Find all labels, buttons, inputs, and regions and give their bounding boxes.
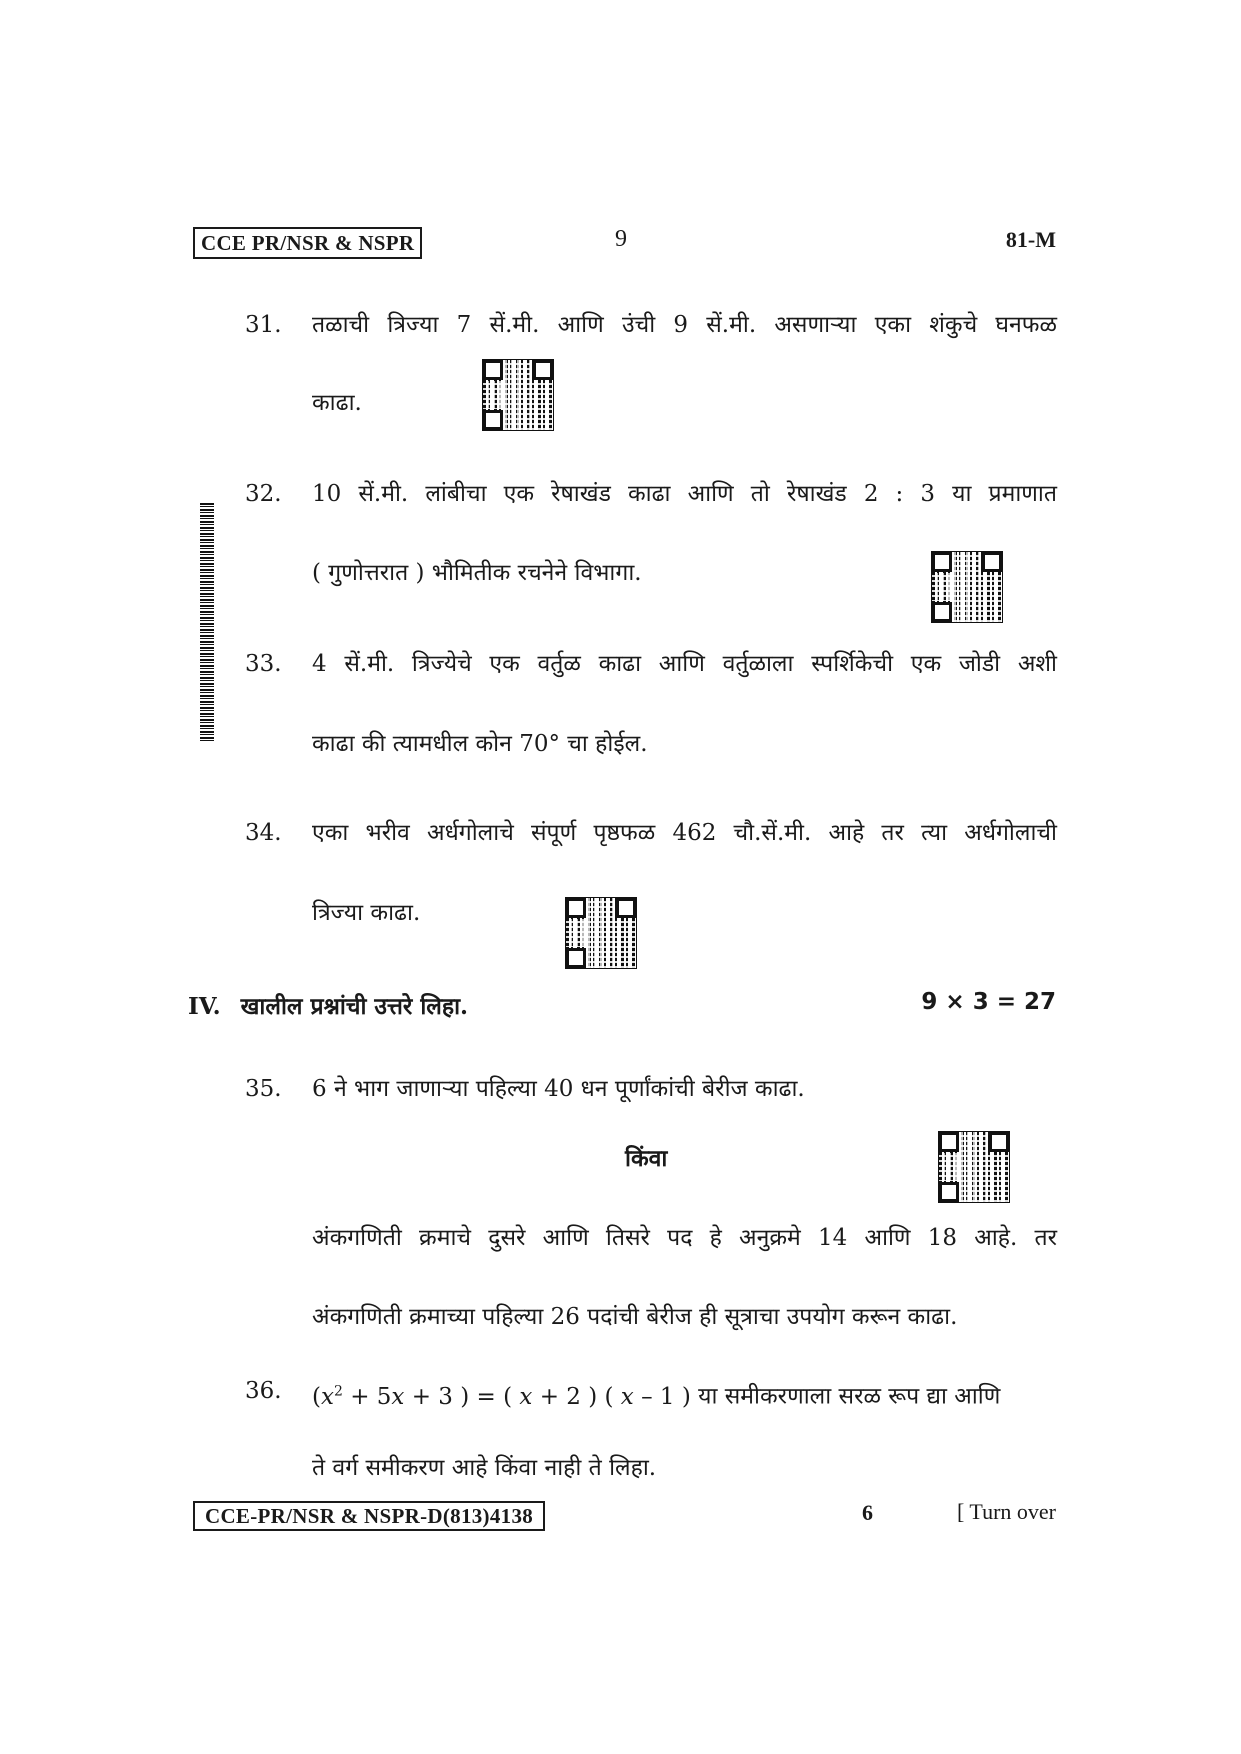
footer-page-number: 6	[862, 1500, 873, 1525]
question-text: एका भरीव अर्धगोलाचे संपूर्ण पृष्ठफळ 462 चौ.सें.मी. आहे तर त्या अर्धगोलाची	[312, 820, 1057, 846]
question-text: काढा.	[312, 390, 362, 416]
question-text: 6 ने भाग जाणाऱ्या पहिल्या 40 धन पूर्णांकांची बेरीज काढा.	[312, 1076, 805, 1102]
header-page-number: 9	[615, 226, 627, 252]
section-heading	[188, 989, 468, 1021]
section-title: खालील प्रश्नांची उत्तरे लिहा.	[240, 993, 469, 1020]
header-paper-code: 81-M	[1005, 227, 1056, 252]
header-exam-code: CCE PR/NSR & NSPR	[193, 227, 422, 259]
question-number: 33.	[245, 651, 282, 677]
qr-code-icon	[932, 552, 1002, 622]
section-label: IV.	[188, 993, 221, 1020]
section-marks: 9 × 3 = 27	[921, 989, 1056, 1015]
question-number: 35.	[245, 1076, 282, 1102]
question-number: 31.	[245, 312, 282, 338]
question-text: काढा की त्यामधील कोन 70° चा होईल.	[312, 731, 648, 757]
qr-code-icon	[483, 360, 553, 430]
question-text: अंकगणिती क्रमाच्या पहिल्या 26 पदांची बेरीज ही सूत्राचा उपयोग करून काढा.	[312, 1304, 958, 1330]
question-text: अंकगणिती क्रमाचे दुसरे आणि तिसरे पद हे अनुक्रमे 14 आणि 18 आहे. तर	[312, 1225, 1057, 1251]
question-number: 32.	[245, 481, 282, 507]
question-text: तळाची त्रिज्या 7 सें.मी. आणि उंची 9 सें.मी. असणाऱ्या एका शंकुचे घनफळ	[312, 312, 1057, 338]
question-text: ते वर्ग समीकरण आहे किंवा नाही ते लिहा.	[312, 1455, 657, 1481]
question-text: ( गुणोत्तरात ) भौमितीक रचनेने विभागा.	[312, 560, 642, 586]
question-number: 36.	[245, 1378, 282, 1404]
question-text: 4 सें.मी. त्रिज्येचे एक वर्तुळ काढा आणि वर्तुळाला स्पर्शिकेची एक जोडी अशी	[312, 651, 1057, 677]
question-text: ($x^2 + 5x + 3$ ) = ( x + 2 ) ( x – 1 ) या समीकरणाला सरळ रूप द्या आणि	[312, 1383, 1001, 1410]
footer-exam-code: CCE-PR/NSR & NSPR-D(813)4138	[193, 1501, 545, 1531]
qr-code-icon	[939, 1132, 1009, 1202]
qr-code-icon	[566, 898, 636, 968]
equation: ($x^2 + 5x + 3$ ) = ( x + 2 ) ( x – 1 )	[312, 1383, 691, 1410]
footer-turn-over: [ Turn over	[956, 1499, 1056, 1524]
question-text: त्रिज्या काढा.	[312, 900, 421, 926]
question-text: 10 सें.मी. लांबीचा एक रेषाखंड काढा आणि तो रेषाखंड 2 : 3 या प्रमाणात	[312, 481, 1057, 507]
or-label: किंवा	[625, 1145, 668, 1172]
barcode-icon	[200, 503, 214, 741]
question-number: 34.	[245, 820, 282, 846]
